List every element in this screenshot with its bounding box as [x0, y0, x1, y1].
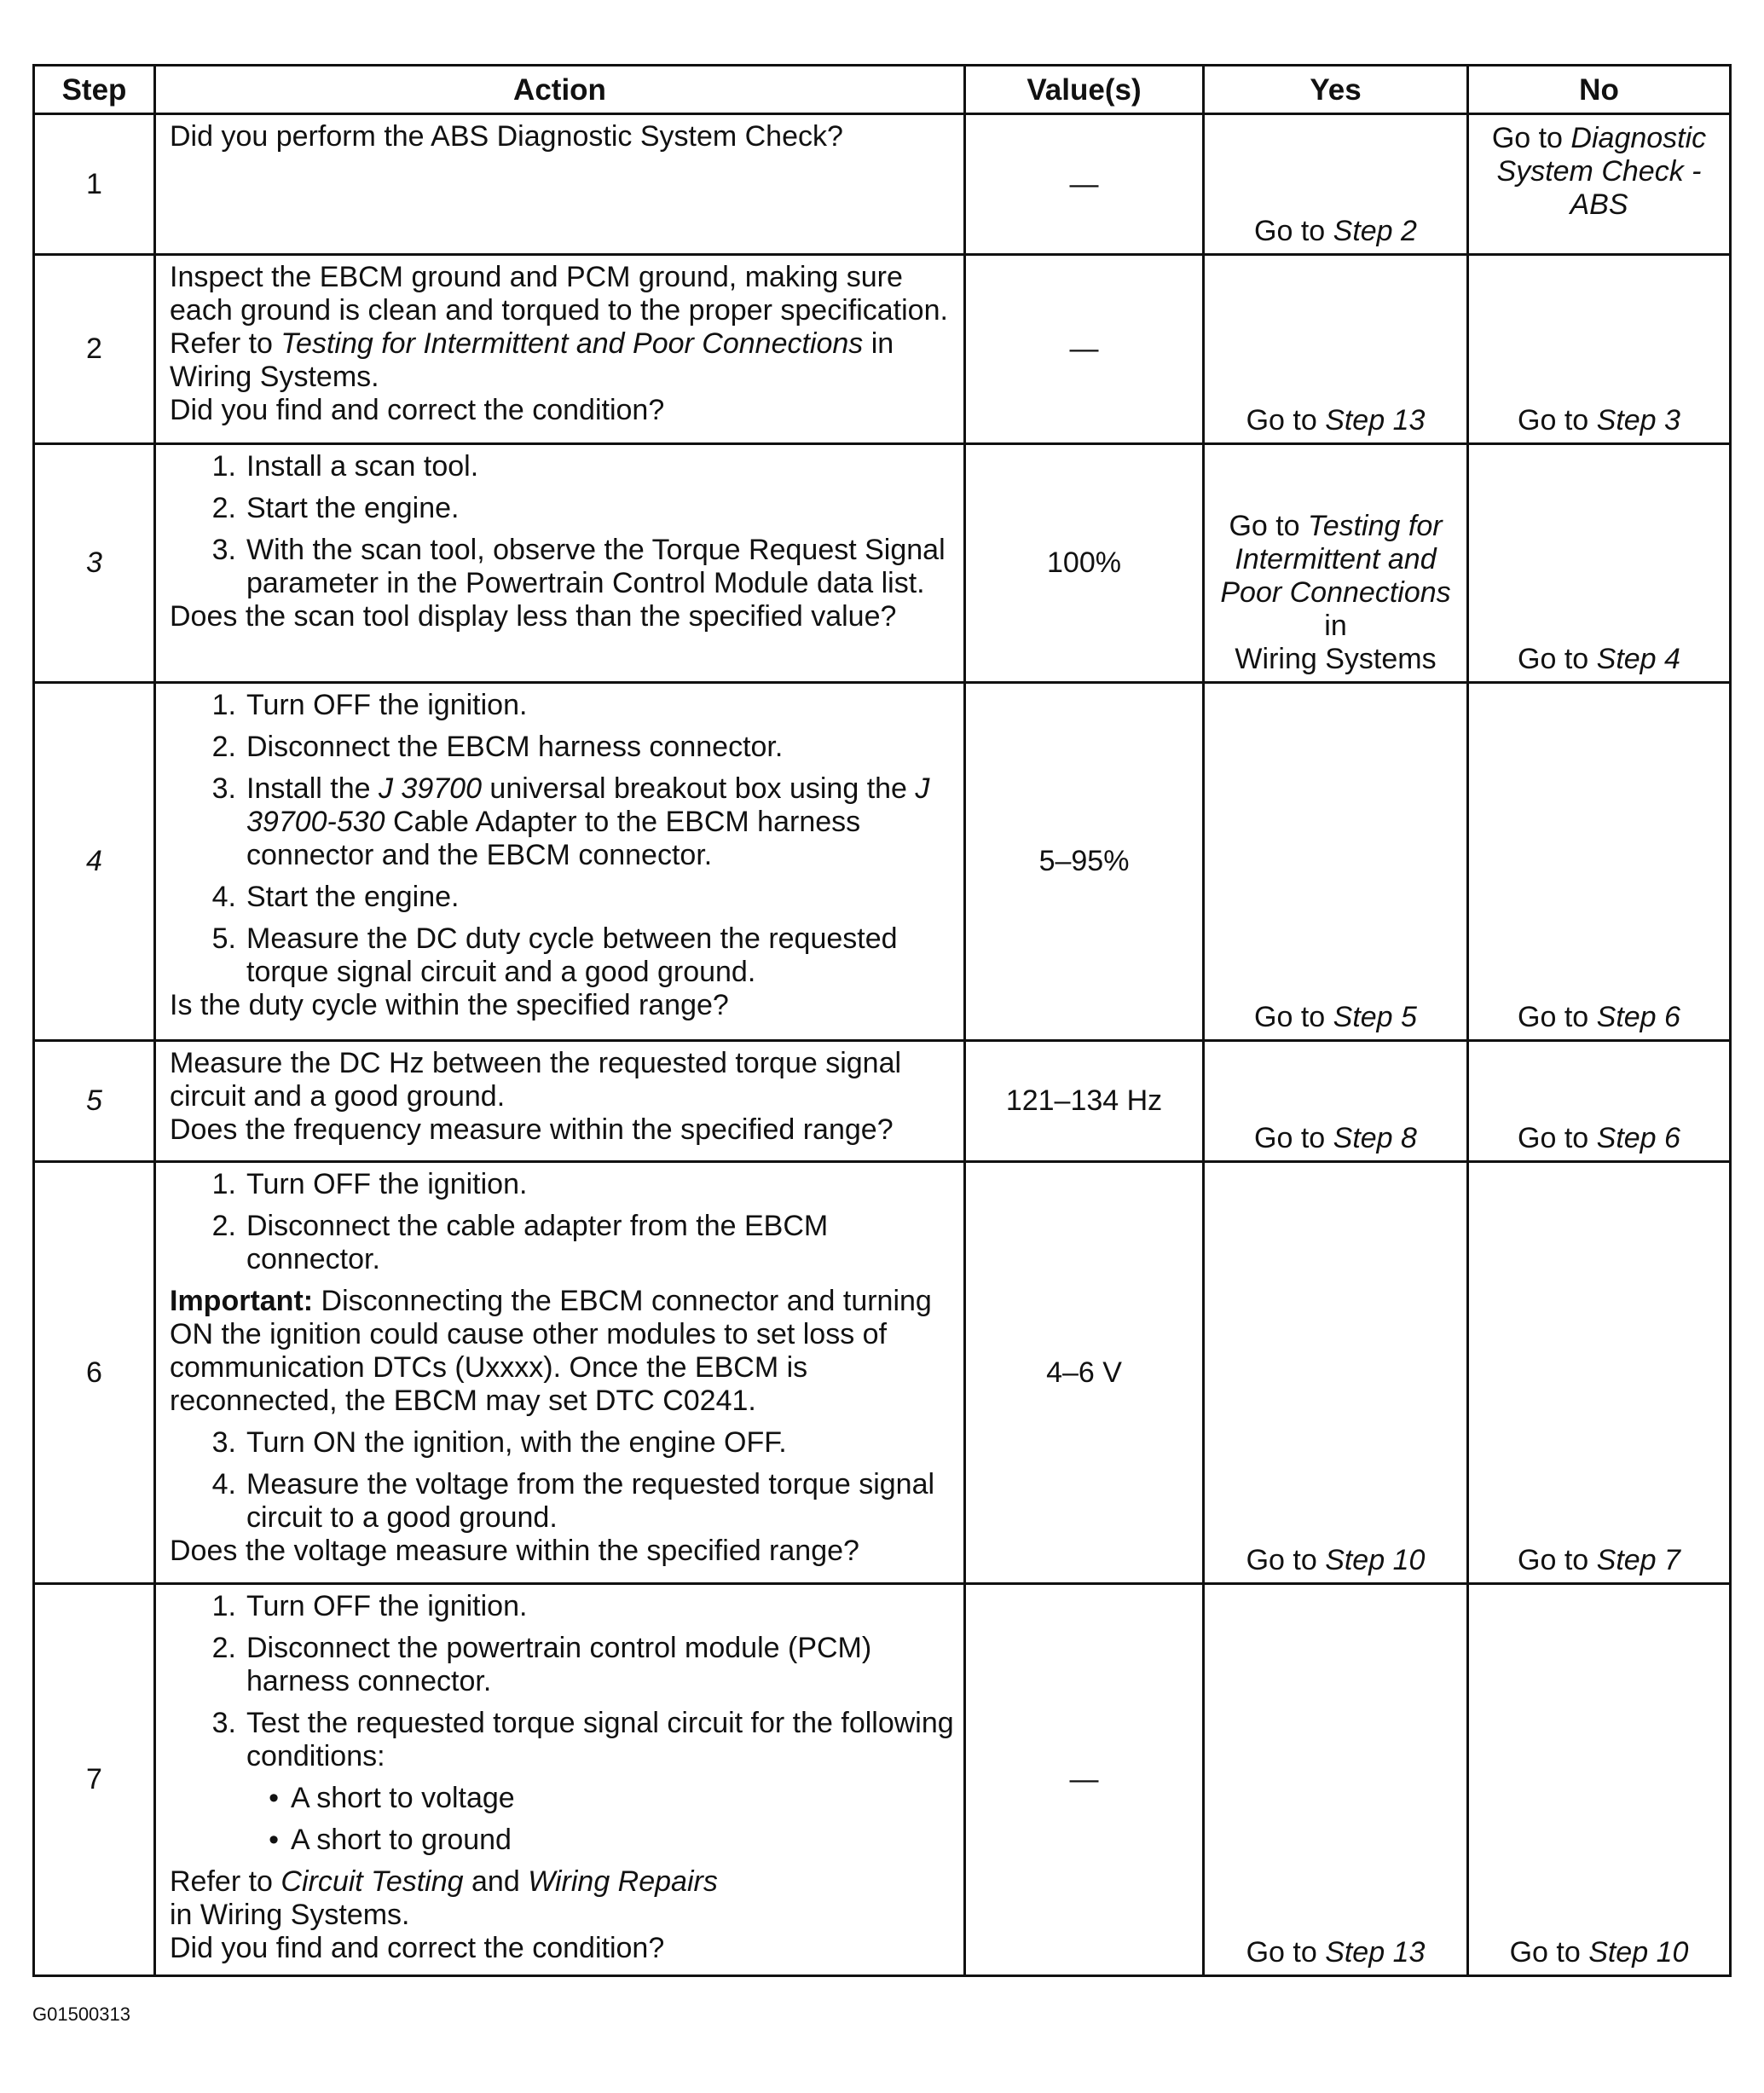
- table-row: [34, 444, 1731, 683]
- list-item: 4. Start the engine.: [211, 881, 460, 913]
- tool-reference: J 39700: [378, 772, 482, 805]
- action-cell: [155, 1041, 965, 1162]
- action-question: Did you perform the ABS Diagnostic System Check?: [170, 120, 843, 153]
- no-cell: Go to Step 6: [1468, 683, 1731, 1041]
- no-cell: Go to Step 10: [1468, 1584, 1731, 1976]
- value-cell: 100%: [965, 444, 1204, 683]
- step-number: 4: [34, 683, 155, 1041]
- no-link[interactable]: Step 6: [1596, 1122, 1680, 1154]
- list-item: 3. Turn ON the ignition, with the engine OFF.: [211, 1426, 787, 1459]
- yes-cell: Go to Testing for Intermittent and Poor Connections in Wiring Systems: [1204, 444, 1468, 683]
- table-row: [34, 1041, 1731, 1162]
- list-item: • A short to voltage: [170, 1782, 955, 1815]
- yes-link[interactable]: Step 8: [1333, 1122, 1417, 1154]
- yes-link[interactable]: Step 13: [1325, 1936, 1426, 1969]
- list-item: 1. Turn OFF the ignition.: [211, 1590, 528, 1622]
- action-cell: [155, 444, 965, 683]
- list-item: 1. Turn OFF the ignition.: [211, 1168, 528, 1200]
- step-number: 1: [34, 114, 155, 255]
- list-item: 3. Test the requested torque signal circuit for the following conditions:: [211, 1707, 954, 1772]
- table-row: [34, 1584, 1731, 1976]
- no-cell: Go to Step 6: [1468, 1041, 1731, 1162]
- value-cell: —: [965, 1584, 1204, 1976]
- condition-list: [170, 1782, 955, 1857]
- yes-link[interactable]: Step 2: [1333, 215, 1417, 247]
- procedure-list: [170, 1590, 955, 1773]
- no-cell: Go to Step 3: [1468, 255, 1731, 444]
- action-question: Did you find and correct the condition?: [170, 1932, 665, 1964]
- yes-cell: Go to Step 13: [1204, 255, 1468, 444]
- step-number: 6: [34, 1162, 155, 1584]
- figure-id: G01500313: [32, 2003, 130, 2025]
- step-number: 7: [34, 1584, 155, 1976]
- yes-link[interactable]: Step 10: [1325, 1544, 1426, 1576]
- diagnostic-table: [32, 64, 1732, 1977]
- no-cell: Go to Step 4: [1468, 444, 1731, 683]
- no-link[interactable]: Step 7: [1596, 1544, 1680, 1576]
- list-item: 2. Start the engine.: [211, 492, 460, 524]
- procedure-list: [170, 1426, 955, 1535]
- reference-link[interactable]: Circuit Testing: [281, 1865, 464, 1898]
- action-text: Inspect the EBCM ground and PCM ground, making sure each ground is clean and torqued to the proper specification. Refer to Testing for Intermittent and Poor Connections in Wiring Systems.: [170, 261, 948, 393]
- list-item: 3. Install the J 39700 universal breakout box using the J 39700-530 Cable Adapter to the EBCM harness connector and the EBCM connector.: [211, 772, 930, 871]
- action-question: Is the duty cycle within the specified range?: [170, 989, 729, 1021]
- list-item: 2. Disconnect the EBCM harness connector.: [211, 731, 784, 763]
- header-no: No: [1468, 66, 1731, 114]
- procedure-list: [170, 1168, 955, 1276]
- no-cell: Go to Step 7: [1468, 1162, 1731, 1584]
- list-item: 3. With the scan tool, observe the Torque Request Signal parameter in the Powertrain Control Module data list.: [211, 534, 946, 599]
- action-cell: [155, 1584, 965, 1976]
- header-row: [34, 66, 1731, 114]
- reference-link[interactable]: Testing for Intermittent and Poor Connections: [281, 327, 864, 360]
- no-link[interactable]: Step 3: [1596, 404, 1680, 437]
- step-number: 5: [34, 1041, 155, 1162]
- no-link[interactable]: Step 10: [1588, 1936, 1689, 1969]
- header-step: Step: [34, 66, 155, 114]
- list-item: • A short to ground: [170, 1824, 955, 1857]
- table-row: [34, 255, 1731, 444]
- no-link[interactable]: Step 6: [1596, 1001, 1680, 1033]
- header-yes: Yes: [1204, 66, 1468, 114]
- list-item: 1. Turn OFF the ignition.: [211, 689, 528, 721]
- value-cell: —: [965, 255, 1204, 444]
- procedure-list: [170, 450, 955, 600]
- yes-cell: Go to Step 5: [1204, 683, 1468, 1041]
- action-question: Does the voltage measure within the specified range?: [170, 1535, 859, 1567]
- value-cell: 4–6 V: [965, 1162, 1204, 1584]
- action-cell: [155, 683, 965, 1041]
- action-question: Does the frequency measure within the specified range?: [170, 1113, 894, 1146]
- procedure-list: [170, 689, 955, 989]
- bullet-icon: •: [269, 1824, 279, 1856]
- value-cell: 5–95%: [965, 683, 1204, 1041]
- important-note: Important: Disconnecting the EBCM connector and turning ON the ignition could cause other modules to set loss of communication DTCs (Uxxxx). Once the EBCM is reconnected, the EBCM may set DTC C0241.: [170, 1285, 932, 1417]
- list-item: 1. Install a scan tool.: [211, 450, 479, 483]
- header-action: Action: [155, 66, 965, 114]
- tool-reference: J 39700-530: [246, 772, 930, 838]
- action-cell: [155, 255, 965, 444]
- yes-cell: Go to Step 2: [1204, 114, 1468, 255]
- yes-cell: Go to Step 8: [1204, 1041, 1468, 1162]
- yes-cell: Go to Step 10: [1204, 1162, 1468, 1584]
- step-number: 3: [34, 444, 155, 683]
- value-cell: 121–134 Hz: [965, 1041, 1204, 1162]
- value-cell: —: [965, 114, 1204, 255]
- no-cell: Go to Diagnostic System Check - ABS: [1468, 114, 1731, 255]
- action-question: Does the scan tool display less than the specified value?: [170, 600, 897, 633]
- reference-link[interactable]: Wiring Repairs: [528, 1865, 718, 1898]
- yes-link[interactable]: Step 13: [1325, 404, 1426, 437]
- action-text: Measure the DC Hz between the requested torque signal circuit and a good ground.: [170, 1047, 902, 1113]
- list-item: 2. Disconnect the cable adapter from the EBCM connector.: [211, 1210, 829, 1275]
- no-link[interactable]: Diagnostic System Check - ABS: [1496, 122, 1707, 221]
- yes-cell: Go to Step 13: [1204, 1584, 1468, 1976]
- action-question: Did you find and correct the condition?: [170, 394, 665, 426]
- table-row: [34, 114, 1731, 255]
- list-item: 2. Disconnect the powertrain control module (PCM) harness connector.: [211, 1632, 872, 1697]
- bullet-icon: •: [269, 1782, 279, 1814]
- header-values: Value(s): [965, 66, 1204, 114]
- list-item: 5. Measure the DC duty cycle between the requested torque signal circuit and a good ground.: [211, 922, 898, 988]
- list-item: 4. Measure the voltage from the requested torque signal circuit to a good ground.: [211, 1468, 935, 1534]
- step-number: 2: [34, 255, 155, 444]
- table-row: [34, 683, 1731, 1041]
- no-link[interactable]: Step 4: [1596, 643, 1680, 675]
- action-text: Refer to Circuit Testing and Wiring Repairs in Wiring Systems.: [170, 1865, 718, 1931]
- yes-link[interactable]: Testing for Intermittent and Poor Connections: [1220, 510, 1451, 609]
- yes-link[interactable]: Step 5: [1333, 1001, 1417, 1033]
- table-row: [34, 1162, 1731, 1584]
- action-cell: [155, 114, 965, 255]
- action-cell: [155, 1162, 965, 1584]
